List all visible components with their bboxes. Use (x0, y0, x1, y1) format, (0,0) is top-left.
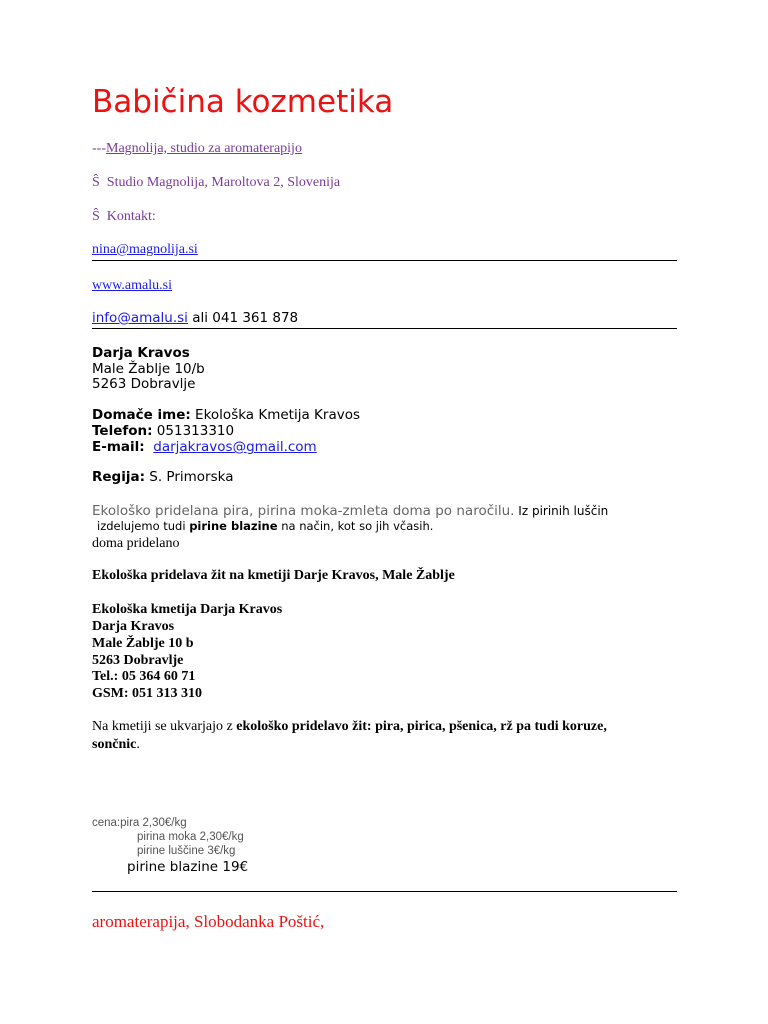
email-line-amalu (92, 310, 298, 326)
farm-line: Darja Kravos (92, 619, 175, 634)
contact-label: Kontakt: (106, 209, 156, 224)
region-value: S. Primorska (144, 469, 234, 485)
farm-line: Ekološka kmetija Darja Kravos (92, 602, 283, 617)
vendor-phone (92, 423, 234, 439)
page-title: Babičina kozmetika (92, 84, 394, 120)
studio-line (92, 141, 302, 157)
divider (92, 260, 677, 261)
studio-link[interactable]: Magnolija, studio za aromaterapijo (106, 141, 302, 156)
farm-line: Tel.: 05 364 60 71 (92, 669, 196, 684)
description-line-1 (92, 502, 608, 520)
price-line: pirine blazine 19€ (127, 859, 249, 875)
price-line: pirine luščine 3€/kg (137, 845, 236, 857)
description-main: Ekološko pridelana pira, pirina moka-zmleta doma po naročilu. (92, 503, 515, 519)
region-label: Regija: (92, 469, 145, 485)
crops-line-2: sončnic. (92, 737, 140, 752)
website-link[interactable]: www.amalu.si (92, 278, 172, 293)
home-label: Domače ime: (92, 407, 191, 423)
divider (92, 891, 677, 892)
phone-value: 051313310 (152, 423, 235, 439)
farm-line: Male Žablje 10 b (92, 636, 194, 651)
bullet-icon: Ŝ (92, 175, 100, 190)
vendor-home-name (92, 407, 360, 423)
home-value: Ekološka Kmetija Kravos (190, 407, 360, 423)
studio-address: Studio Magnolija, Maroltova 2, Slovenija (106, 175, 341, 190)
studio-prefix: --- (92, 141, 106, 156)
farm-heading: Ekološka pridelava žit na kmetiji Darje Kravos, Male Žablje (92, 568, 455, 583)
email-label: E-mail: (92, 439, 145, 455)
description-line-2: izdelujemo tudi pirine blazine na način, kot so jih včasih. (97, 519, 434, 533)
divider (92, 328, 677, 329)
crops-line-1: Na kmetiji se ukvarjajo z ekološko pridelavo žit: pira, pirica, pšenica, rž pa tudi koruze, (92, 719, 607, 734)
vendor-street: Male Žablje 10/b (92, 361, 205, 377)
vendor-name: Darja Kravos (92, 345, 190, 361)
bullet-icon: Ŝ (92, 209, 100, 224)
price-line: cena:pira 2,30€/kg (92, 817, 187, 829)
aromatherapy-heading: aromaterapija, Slobodanka Poštić, (92, 912, 325, 931)
pillow-highlight: pirine blazine (189, 519, 278, 533)
phone-label: Telefon: (92, 423, 153, 439)
contact-line (92, 209, 156, 225)
description-small: Iz pirinih luščin (514, 504, 609, 518)
vendor-email (92, 439, 317, 455)
description-line-3: doma pridelano (92, 536, 180, 551)
email-link-nina[interactable]: nina@magnolija.si (92, 242, 198, 257)
farm-line: 5263 Dobravlje (92, 653, 184, 668)
phone-alt: ali 041 361 878 (187, 310, 299, 326)
address-line (92, 175, 340, 191)
vendor-region (92, 469, 233, 485)
price-line: pirina moka 2,30€/kg (137, 831, 244, 843)
email-link-info[interactable]: info@amalu.si (92, 310, 188, 326)
farm-line: GSM: 051 313 310 (92, 686, 203, 701)
vendor-city: 5263 Dobravlje (92, 376, 196, 392)
vendor-email-link[interactable]: darjakravos@gmail.com (153, 439, 317, 455)
